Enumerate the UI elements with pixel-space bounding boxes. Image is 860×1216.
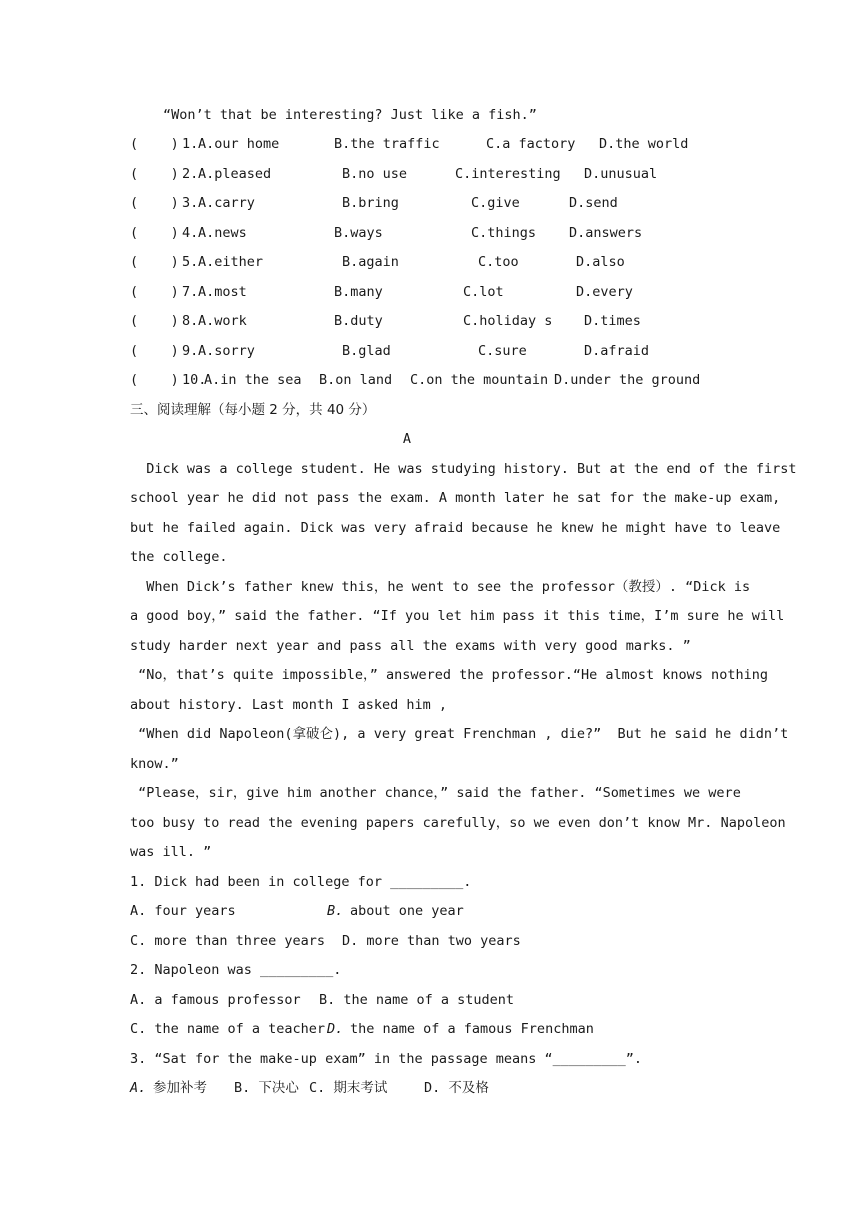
option-b: B.the traffic <box>334 136 440 152</box>
answer-bracket: ( ) <box>130 195 179 211</box>
cloze-row <box>130 312 730 330</box>
passage-line: was ill. ” <box>130 844 212 860</box>
option-d: D.also <box>576 254 625 270</box>
option-d: D.every <box>576 284 633 300</box>
cloze-row <box>130 253 730 271</box>
passage-line: too busy to read the evening papers carefully，so we even don’t know Mr. Napoleon <box>130 815 786 831</box>
option-b-letter: B. <box>327 903 344 919</box>
passage-line: “No，that’s quite impossible，” answered the professor.“He almost knows nothing <box>130 667 768 683</box>
option-c: C. the name of a teacher <box>130 1021 326 1037</box>
option-a: A.work <box>198 313 247 329</box>
item-number: 3. <box>182 195 199 211</box>
question-options <box>130 1020 730 1038</box>
answer-bracket: ( ) <box>130 225 179 241</box>
option-a: 参加补考 <box>153 1080 207 1096</box>
answer-bracket: ( ) <box>130 313 179 329</box>
option-a-letter: A. <box>130 1080 147 1096</box>
passage-label: A <box>402 431 412 447</box>
answer-bracket: ( ) <box>130 284 179 300</box>
question-stem: 1. Dick had been in college for _________. <box>130 874 472 890</box>
passage-line: “When did Napoleon(拿破仑), a very great Frenchman , die?” But he said he didn’t <box>130 726 789 742</box>
item-number: 7. <box>182 284 199 300</box>
passage-line: the college. <box>130 549 228 565</box>
quote-line: “Won’t that be interesting? Just like a fish.” <box>163 107 537 123</box>
option-c: C.give <box>471 195 520 211</box>
option-c: C. more than three years <box>130 933 326 949</box>
option-b: B.many <box>334 284 383 300</box>
cloze-row <box>130 224 730 242</box>
option-c: C.sure <box>478 343 527 359</box>
option-d: D.times <box>584 313 641 329</box>
option-d: D.unusual <box>584 166 658 182</box>
option-c: C.holiday s <box>463 313 553 329</box>
option-b: B.no use <box>342 166 408 182</box>
option-b: B.duty <box>334 313 383 329</box>
section-title: 三、阅读理解（每小题 2 分，共 40 分） <box>130 402 376 418</box>
option-b: B. 下决心 <box>234 1080 299 1096</box>
item-number: 5. <box>182 254 199 270</box>
option-a: A.most <box>198 284 247 300</box>
passage-line: know.” <box>130 756 179 772</box>
option-a: A.sorry <box>198 343 255 359</box>
answer-bracket: ( ) <box>130 372 179 388</box>
question-stem: 2. Napoleon was _________. <box>130 962 342 978</box>
question-options <box>130 932 730 950</box>
option-b: B.again <box>342 254 399 270</box>
passage-line: study harder next year and pass all the exams with very good marks. ” <box>130 638 691 654</box>
option-c: C.lot <box>463 284 504 300</box>
option-b: B.ways <box>334 225 383 241</box>
passage-line: Dick was a college student. He was studying history. But at the end of the first <box>130 461 797 477</box>
option-c: C.a factory <box>486 136 576 152</box>
passage-line: When Dick’s father knew this，he went to see the professor（教授）. “Dick is <box>130 579 751 595</box>
option-d: D. 不及格 <box>424 1080 489 1096</box>
item-number: 10. <box>182 372 207 388</box>
option-d: D. more than two years <box>342 933 521 949</box>
answer-bracket: ( ) <box>130 136 179 152</box>
item-number: 2. <box>182 166 199 182</box>
answer-bracket: ( ) <box>130 254 179 270</box>
option-a: A. a famous professor <box>130 992 301 1008</box>
option-d: D.send <box>569 195 618 211</box>
option-b: B. the name of a student <box>319 992 515 1008</box>
cloze-row <box>130 135 730 153</box>
option-d: the name of a famous Frenchman <box>350 1021 594 1037</box>
option-c: C.too <box>478 254 519 270</box>
question-options <box>130 991 730 1009</box>
option-c: C.things <box>471 225 537 241</box>
cloze-row <box>130 342 730 360</box>
option-b: B.bring <box>342 195 399 211</box>
option-a: A.pleased <box>198 166 272 182</box>
option-a: A.either <box>198 254 264 270</box>
cloze-row <box>130 194 730 212</box>
option-d-letter: D. <box>327 1021 344 1037</box>
option-a: A.news <box>198 225 247 241</box>
option-d: D.afraid <box>584 343 650 359</box>
option-b: B.glad <box>342 343 391 359</box>
option-d: D.answers <box>569 225 643 241</box>
cloze-row <box>130 371 730 389</box>
question-options <box>130 902 730 920</box>
question-stem: 3. “Sat for the make-up exam” in the passage means “_________”. <box>130 1051 643 1067</box>
cloze-row <box>130 165 730 183</box>
question-options <box>130 1079 730 1097</box>
item-number: 9. <box>182 343 199 359</box>
option-a: A.our home <box>198 136 280 152</box>
passage-line: about history. Last month I asked him , <box>130 697 447 713</box>
option-a: A.carry <box>198 195 255 211</box>
option-a: A.in the sea <box>204 372 302 388</box>
option-c: C.on the mountain <box>410 372 549 388</box>
passage-line: a good boy，” said the father. “If you let him pass it this time，I’m sure he will <box>130 608 785 624</box>
option-b: about one year <box>350 903 464 919</box>
passage-line: “Please，sir，give him another chance，” said the father. “Sometimes we were <box>130 785 741 801</box>
option-d: D.the world <box>599 136 689 152</box>
item-number: 1. <box>182 136 199 152</box>
option-b: B.on land <box>319 372 393 388</box>
answer-bracket: ( ) <box>130 343 179 359</box>
option-a: A. four years <box>130 903 236 919</box>
passage-line: school year he did not pass the exam. A month later he sat for the make-up exam, <box>130 490 781 506</box>
cloze-row <box>130 283 730 301</box>
passage-line: but he failed again. Dick was very afraid because he knew he might have to leave <box>130 520 781 536</box>
item-number: 4. <box>182 225 199 241</box>
option-d: D.under the ground <box>554 372 701 388</box>
answer-bracket: ( ) <box>130 166 179 182</box>
option-c: C.interesting <box>455 166 561 182</box>
option-c: C. 期末考试 <box>309 1080 388 1096</box>
item-number: 8. <box>182 313 199 329</box>
